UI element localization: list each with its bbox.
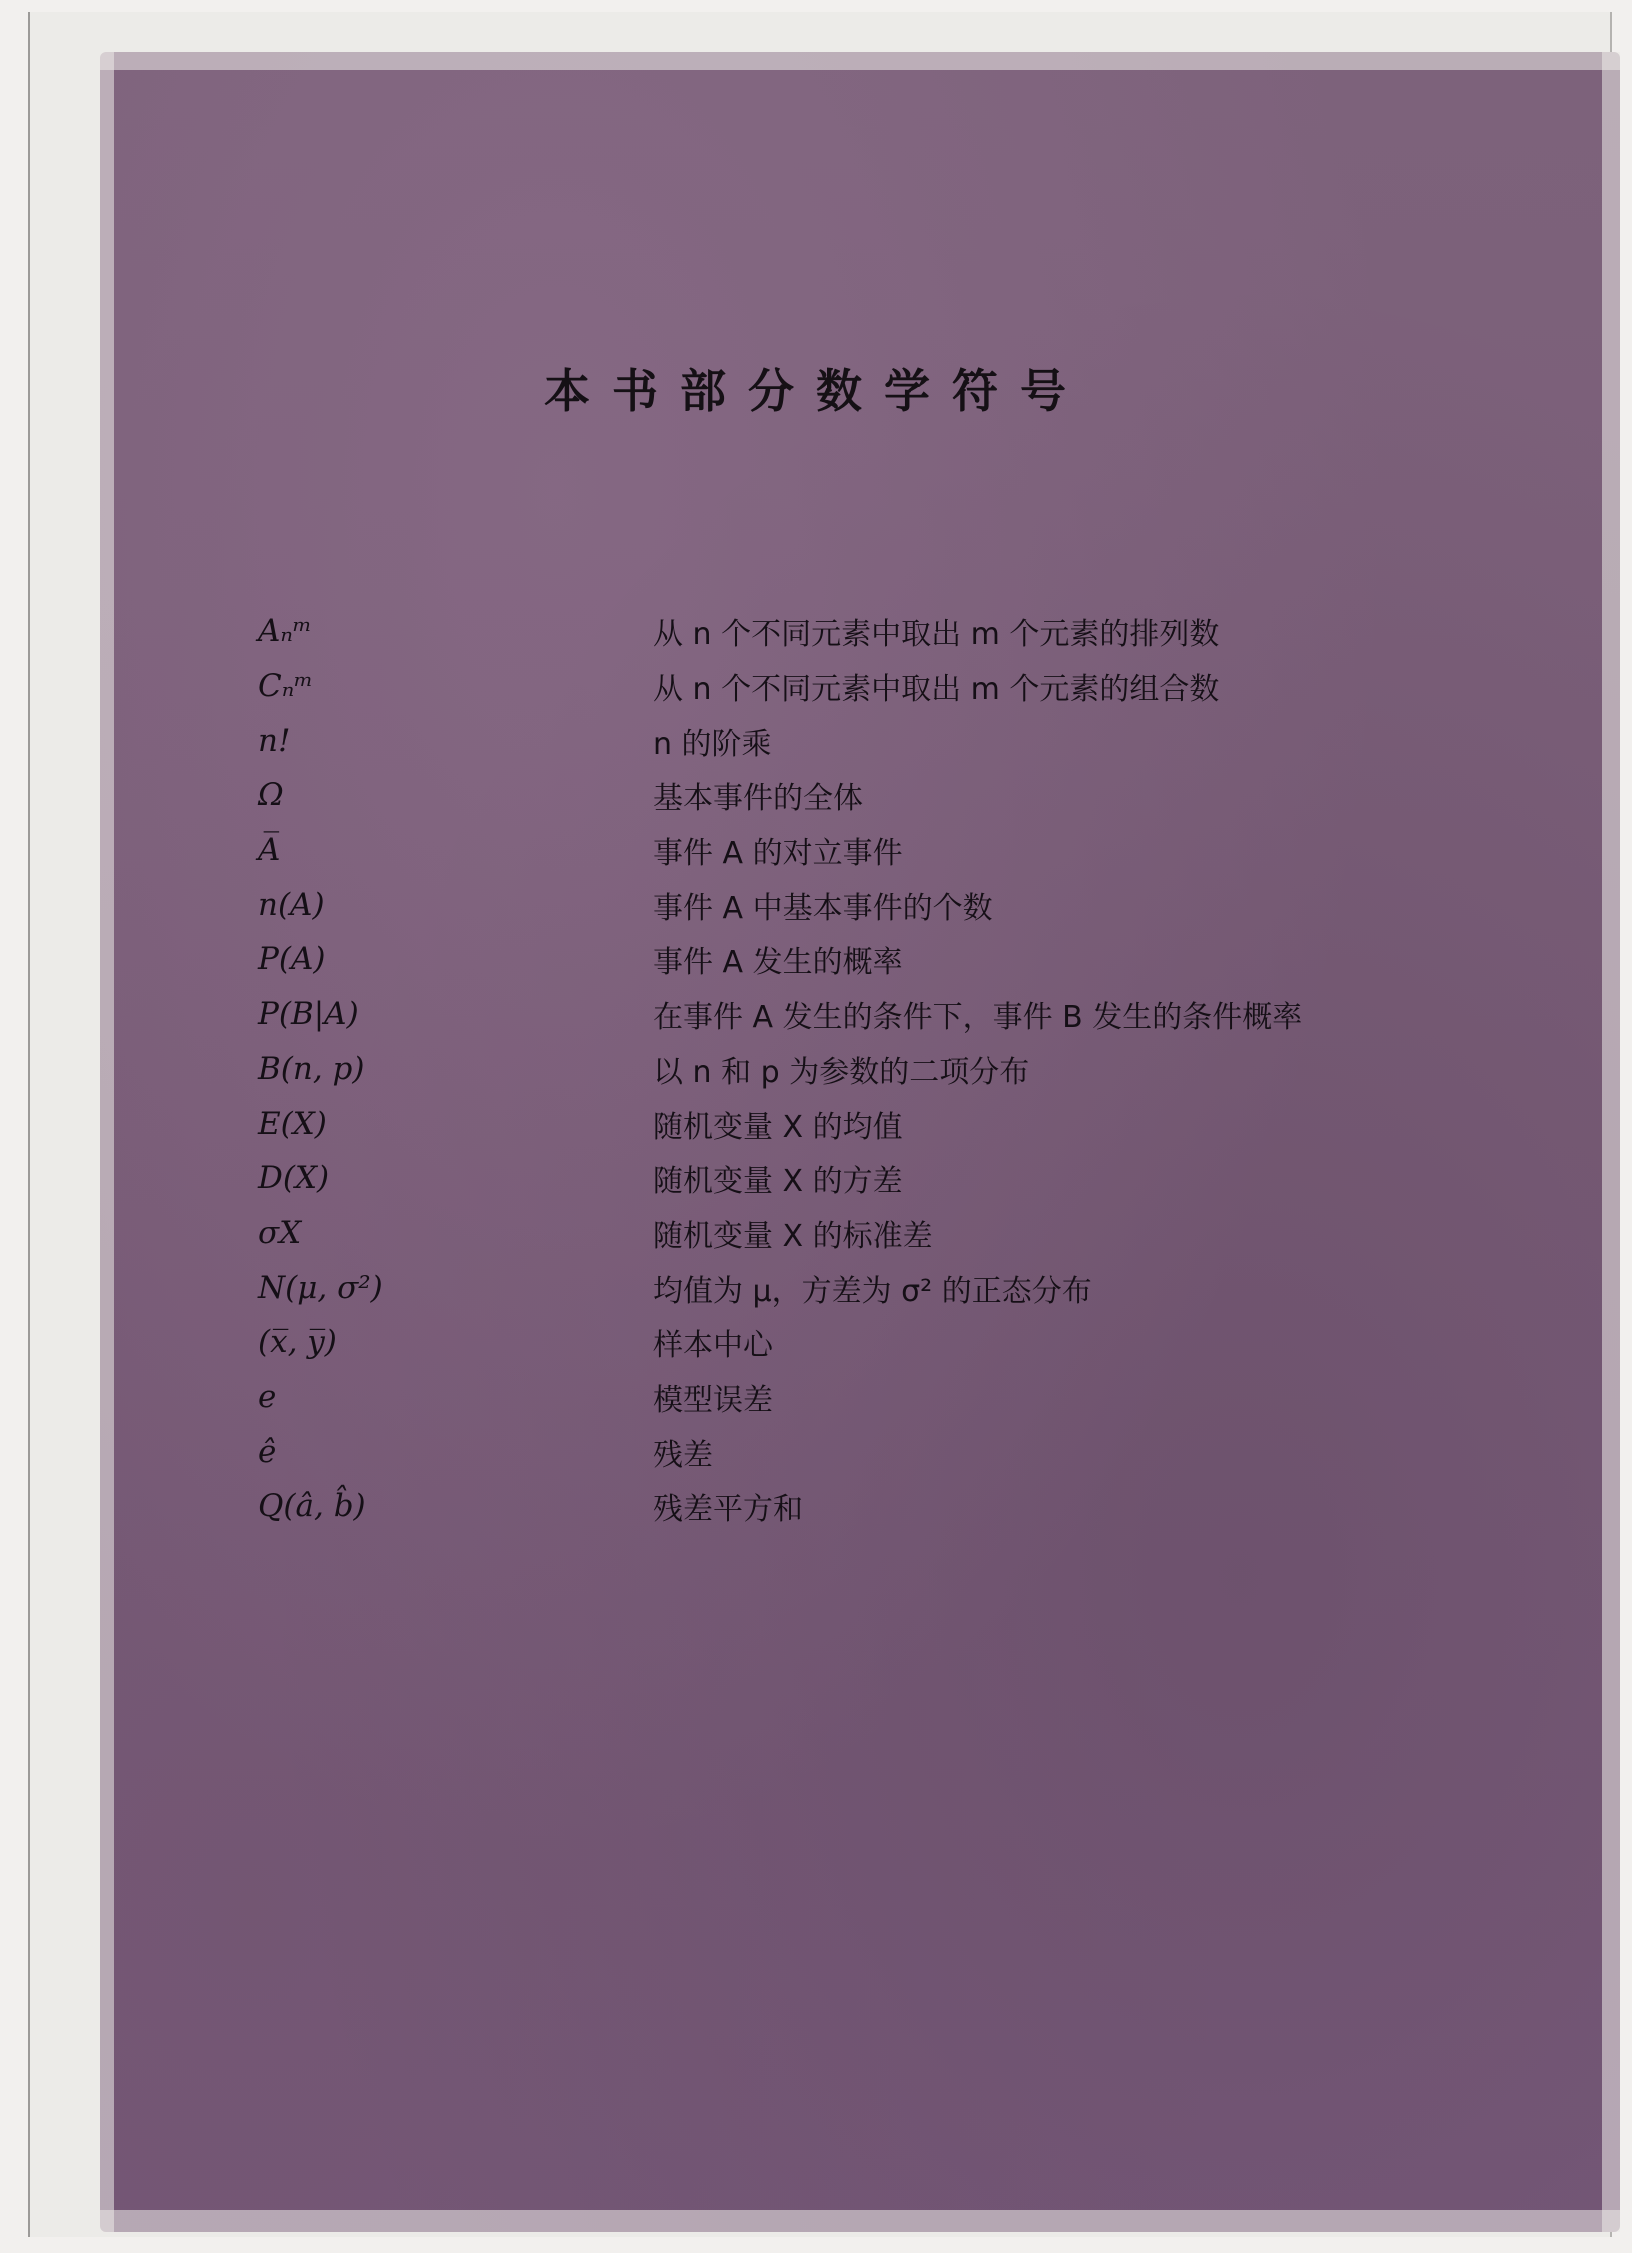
symbol-notation: n! bbox=[258, 722, 291, 759]
symbol-notation: A̅ bbox=[258, 832, 281, 869]
symbol-notation: σX bbox=[258, 1214, 302, 1251]
symbol-row bbox=[258, 1479, 1408, 1534]
symbol-notation: N(μ, σ²) bbox=[258, 1269, 383, 1306]
symbol-notation: e bbox=[258, 1378, 277, 1415]
symbol-row bbox=[258, 713, 1408, 768]
symbol-row bbox=[258, 1370, 1408, 1425]
symbol-row bbox=[258, 659, 1408, 714]
symbol-meaning: 残差平方和 bbox=[653, 1492, 803, 1528]
symbol-meaning: 样本中心 bbox=[653, 1328, 773, 1364]
symbol-notation: Q(â, b̂) bbox=[258, 1488, 366, 1525]
page-title: 本书部分数学符号 bbox=[544, 364, 1088, 418]
symbol-meaning: 均值为 μ，方差为 σ² 的正态分布 bbox=[653, 1273, 1092, 1309]
symbol-notation: n(A) bbox=[258, 886, 325, 923]
symbol-meaning: 随机变量 X 的标准差 bbox=[653, 1218, 933, 1254]
symbol-notation: Aₙᵐ bbox=[258, 613, 312, 650]
symbol-row bbox=[258, 1096, 1408, 1151]
symbol-notation: ê bbox=[258, 1433, 277, 1470]
symbol-meaning: 事件 A 的对立事件 bbox=[653, 836, 903, 872]
symbol-row bbox=[258, 1260, 1408, 1315]
symbol-row bbox=[258, 987, 1408, 1042]
symbol-meaning: 在事件 A 发生的条件下，事件 B 发生的条件概率 bbox=[653, 1000, 1303, 1036]
symbol-meaning: 从 n 个不同元素中取出 m 个元素的排列数 bbox=[653, 617, 1220, 653]
symbol-notation: Cₙᵐ bbox=[258, 668, 314, 705]
symbol-notation: Ω bbox=[258, 777, 284, 814]
symbol-row bbox=[258, 604, 1408, 659]
symbol-notation: B(n, p) bbox=[258, 1050, 365, 1087]
symbol-meaning: 残差 bbox=[653, 1437, 713, 1473]
symbol-meaning: 以 n 和 p 为参数的二项分布 bbox=[653, 1054, 1030, 1090]
symbol-meaning: 事件 A 中基本事件的个数 bbox=[653, 890, 993, 926]
plate-worn-edge-top bbox=[100, 52, 1620, 70]
symbol-row bbox=[258, 768, 1408, 823]
symbol-notation: P(A) bbox=[258, 941, 326, 978]
symbol-row bbox=[258, 1315, 1408, 1370]
symbol-notation: (x̅, y̅) bbox=[258, 1324, 337, 1361]
symbol-row bbox=[258, 1206, 1408, 1261]
plate-worn-edge-bottom bbox=[100, 2210, 1620, 2232]
symbol-row bbox=[258, 1042, 1408, 1097]
symbol-row bbox=[258, 932, 1408, 987]
symbol-row bbox=[258, 877, 1408, 932]
symbol-meaning: 事件 A 发生的概率 bbox=[653, 945, 903, 981]
symbol-meaning: 从 n 个不同元素中取出 m 个元素的组合数 bbox=[653, 672, 1220, 708]
symbol-meaning: 模型误差 bbox=[653, 1382, 773, 1418]
symbol-meaning: 基本事件的全体 bbox=[653, 781, 863, 817]
symbol-notation: E(X) bbox=[258, 1105, 327, 1142]
symbol-table bbox=[258, 604, 1408, 1534]
symbol-notation: P(B|A) bbox=[258, 996, 359, 1033]
symbol-meaning: 随机变量 X 的方差 bbox=[653, 1164, 903, 1200]
symbol-notation: D(X) bbox=[258, 1160, 330, 1197]
symbol-row bbox=[258, 1151, 1408, 1206]
symbol-meaning: n 的阶乘 bbox=[653, 726, 772, 762]
symbol-meaning: 随机变量 X 的均值 bbox=[653, 1109, 903, 1145]
symbol-row bbox=[258, 1424, 1408, 1479]
symbol-row bbox=[258, 823, 1408, 878]
